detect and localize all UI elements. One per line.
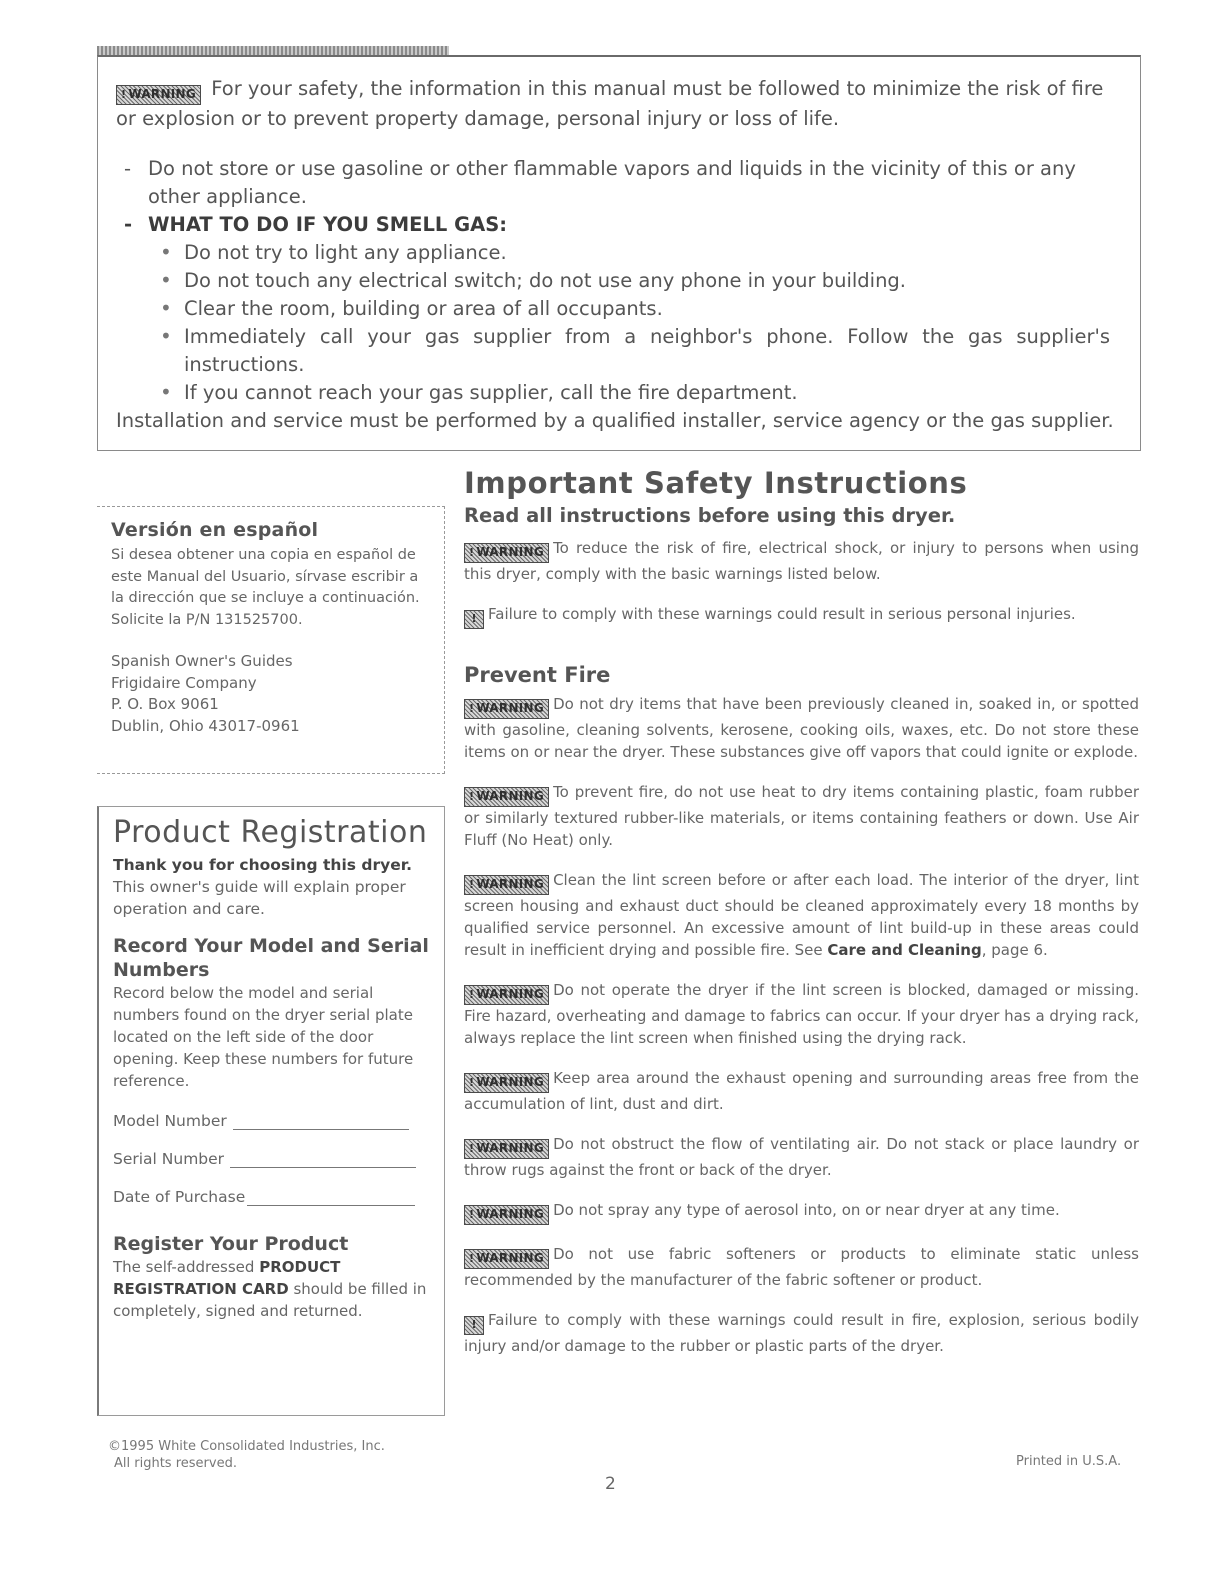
spanish-version-box	[97, 506, 445, 774]
spanish-body: Si desea obtener una copia en español de este Manual del Usuario, sírvase escribir a la dirección que se incluye a continuación. Solicite la P/N 131525700.	[111, 547, 420, 628]
warning-paragraph: ! WARNING Clean the lint screen before or after each load. The interior of the dryer, lint screen housing and exhaust duct should be cleaned approximately every 18 months by qualified service personnel. An excessive amount of lint build-up in these areas could result in inefficient drying and possible fire. See Care and Cleaning, page 6.	[464, 871, 1139, 959]
warning-paragraph: ! WARNING Keep area around the exhaust opening and surrounding areas free from the accumulation of lint, dust and dirt.	[464, 1069, 1139, 1113]
warning-badge-icon: ! WARNING	[464, 1139, 549, 1159]
prevent-fire-heading: Prevent Fire	[464, 663, 611, 687]
warning-badge-icon: ! WARNING	[464, 699, 549, 719]
product-registration-box	[97, 806, 445, 1416]
spanish-address: Spanish Owner's Guides Frigidaire Company P. O. Box 9061 Dublin, Ohio 43017-0961	[111, 652, 300, 735]
serial-number-field[interactable]: Serial Number	[113, 1150, 434, 1168]
list-item: • Immediately call your gas supplier from a neighbor's phone. Follow the gas supplier's instructions.	[156, 323, 1120, 379]
warning-paragraph: ! WARNING Do not use fabric softeners or products to eliminate static unless recommended by the manufacturer of the fabric softener or product.	[464, 1245, 1139, 1289]
spanish-title: Versión en español	[111, 519, 319, 541]
list-item: • Do not touch any electrical switch; do not use any phone in your building.	[156, 267, 1120, 295]
warning-badge-icon: ! WARNING	[464, 787, 549, 807]
warning-paragraph: ! WARNING Do not obstruct the flow of ventilating air. Do not stack or place laundry or throw rugs against the front or back of the dryer.	[464, 1135, 1139, 1179]
warning-badge-icon: ! WARNING	[464, 1073, 549, 1093]
record-body: Record below the model and serial numbers found on the dryer serial plate located on the left side of the door opening. Keep these numbers for future reference.	[113, 984, 414, 1090]
smell-gas-title: - WHAT TO DO IF YOU SMELL GAS:	[124, 213, 508, 236]
safety-title: Important Safety Instructions	[464, 466, 968, 500]
caution-triangle-icon: !	[464, 610, 484, 629]
warning-badge-icon: ! WARNING	[116, 85, 201, 105]
list-item: • If you cannot reach your gas supplier, call the fire department.	[156, 379, 1120, 407]
caution-paragraph: ! Failure to comply with these warnings could result in fire, explosion, serious bodily injury and/or damage to the rubber or plastic parts of the dryer.	[464, 1311, 1139, 1355]
safety-subtitle: Read all instructions before using this dryer.	[464, 504, 956, 527]
warning-paragraph: ! WARNING To reduce the risk of fire, electrical shock, or injury to persons when using this dryer, comply with the basic warnings listed below.	[464, 539, 1139, 583]
warning-paragraph: ! WARNING Do not dry items that have been previously cleaned in, soaked in, or spotted with gasoline, cleaning solvents, kerosene, cooking oils, waxes, etc. Do not store these items on or near the dryer. These substances give off vapors that could ignite or explode.	[464, 695, 1139, 761]
warning-badge-icon: ! WARNING	[464, 1249, 549, 1269]
gas-warning-box	[97, 55, 1141, 451]
model-number-field[interactable]: Model Number	[113, 1112, 434, 1130]
list-item: • Do not try to light any appliance.	[156, 239, 1120, 267]
gas-warning-intro: ! WARNING For your safety, the information in this manual must be followed to minimize the risk of fire or explosion or to prevent property damage, personal injury or loss of life.	[116, 77, 1104, 130]
warning-paragraph: ! WARNING Do not operate the dryer if the lint screen is blocked, damaged or missing. Fire hazard, overheating and damage to fabrics can occur. If your dryer has a drying rack, always replace the lint screen when finished using the drying rack.	[464, 981, 1139, 1047]
purchase-date-field[interactable]: Date of Purchase	[113, 1188, 434, 1206]
list-item: • Clear the room, building or area of all occupants.	[156, 295, 1120, 323]
warning-badge-icon: ! WARNING	[464, 985, 549, 1005]
register-title: Register Your Product	[113, 1233, 349, 1255]
record-title: Record Your Model and Serial Numbers	[113, 935, 429, 981]
registration-title: Product Registration	[113, 815, 428, 850]
smell-gas-list	[156, 239, 1120, 407]
page-number: 2	[605, 1474, 616, 1494]
installation-note: Installation and service must be performed by a qualified installer, service agency or the gas supplier.	[116, 409, 1114, 432]
register-body: The self-addressed PRODUCT REGISTRATION CARD should be filled in completely, signed and returned.	[113, 1258, 427, 1320]
warning-badge-icon: ! WARNING	[464, 543, 549, 563]
thank-you-text: Thank you for choosing this dryer. This owner's guide will explain proper operation and care.	[113, 856, 413, 918]
caution-paragraph: ! Failure to comply with these warnings could result in serious personal injuries.	[464, 603, 1139, 629]
safety-instructions	[464, 466, 1139, 1375]
warning-paragraph: ! WARNING To prevent fire, do not use heat to dry items containing plastic, foam rubber or similarly textured rubber-like materials, or items containing feathers or down. Use Air Fluff (No Heat) only.	[464, 783, 1139, 849]
warning-badge-icon: ! WARNING	[464, 1205, 549, 1225]
caution-triangle-icon: !	[464, 1316, 484, 1335]
warning-paragraph: ! WARNING Do not spray any type of aerosol into, on or near dryer at any time.	[464, 1199, 1139, 1225]
printed-in-usa: Printed in U.S.A.	[1016, 1454, 1122, 1469]
copyright: ©1995 White Consolidated Industries, Inc. All rights reserved.	[108, 1439, 385, 1471]
gasoline-item: - Do not store or use gasoline or other flammable vapors and liquids in the vicinity of this or any other appliance.	[124, 157, 1076, 208]
warning-badge-icon: ! WARNING	[464, 875, 549, 895]
